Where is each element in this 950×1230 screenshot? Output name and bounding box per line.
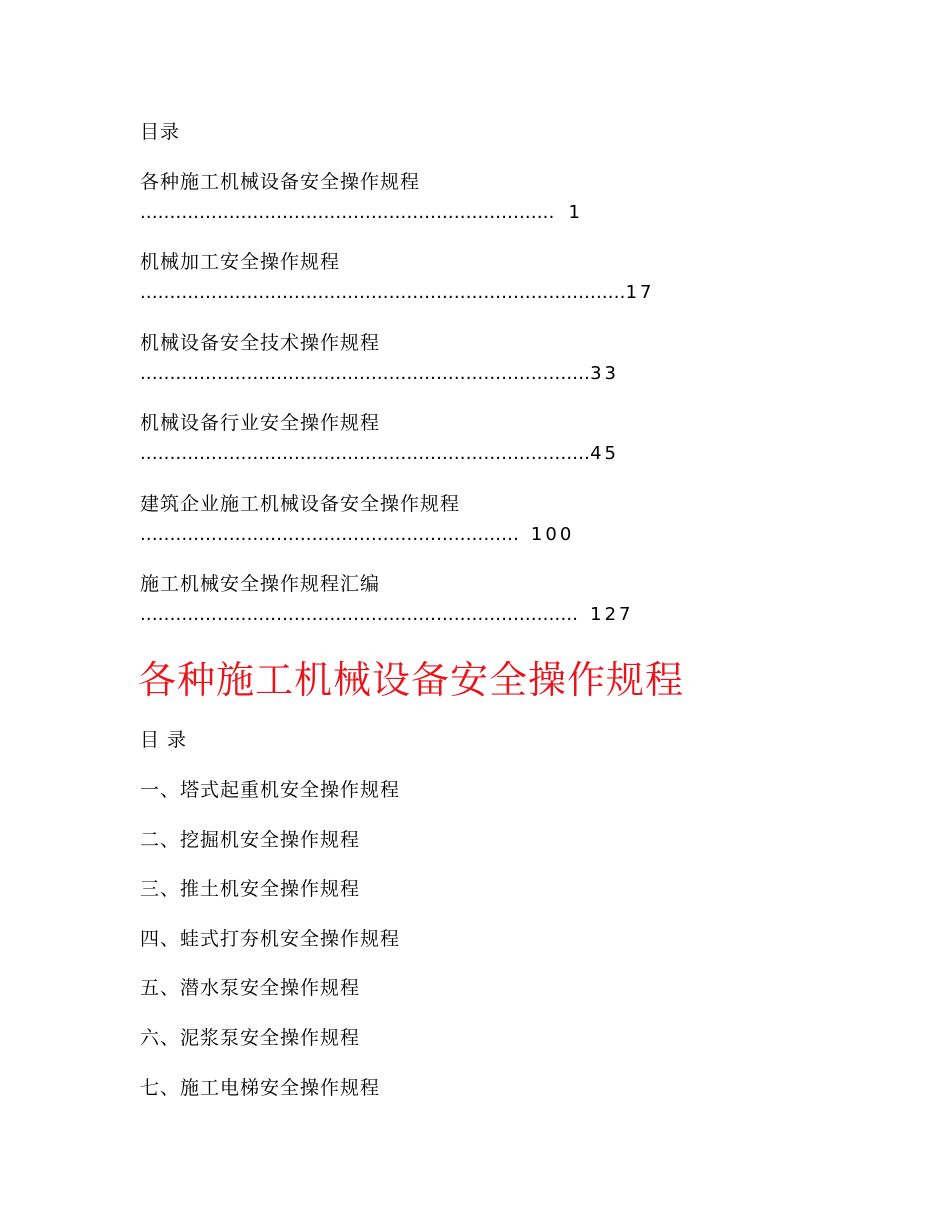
toc-entry-title[interactable]: 各种施工机械设备安全操作规程 [140,171,421,193]
toc-entry-title[interactable]: 机械设备行业安全操作规程 [140,412,381,434]
toc-entry-title[interactable]: 建筑企业施工机械设备安全操作规程 [140,493,461,515]
toc-leader-dots: ...................................................................... [140,202,555,223]
section-toc-item[interactable]: 三、推土机安全操作规程 [140,878,361,900]
toc-page-number: 17 [625,282,655,303]
section-title: 各种施工机械设备安全操作规程 [138,658,685,702]
toc-leader-dots: ............................................................................ [140,443,591,464]
toc-leader-dots: ................................................................ [140,524,519,545]
toc-page-number: 100 [530,524,575,545]
toc-entry-title[interactable]: 施工机械安全操作规程汇编 [140,573,381,595]
section-toc-item[interactable]: 七、施工电梯安全操作规程 [140,1077,381,1099]
toc-leader-dots: .................................................................................. [140,282,626,303]
toc-entry-leader[interactable] [140,524,574,546]
toc-page-number: 1 [568,202,583,223]
toc-entry-leader[interactable] [140,443,619,465]
toc-entry-leader[interactable] [140,202,583,224]
toc-entry-leader[interactable] [140,604,634,626]
toc-heading: 目录 [140,121,181,143]
toc-leader-dots: ............................................................................ [140,363,591,384]
section-toc-heading: 目 录 [140,729,188,751]
section-toc-item[interactable]: 四、蛙式打夯机安全操作规程 [140,928,401,950]
toc-leader-dots: .......................................................................... [140,604,579,625]
toc-entry-leader[interactable] [140,363,619,385]
section-toc-item[interactable]: 六、泥浆泵安全操作规程 [140,1027,361,1049]
toc-entry-leader[interactable] [140,282,654,304]
toc-page-number: 45 [590,443,619,464]
section-toc-item[interactable]: 二、挖掘机安全操作规程 [140,829,361,851]
toc-page-number: 127 [590,604,634,625]
toc-page-number: 33 [590,363,619,384]
section-toc-item[interactable]: 一、塔式起重机安全操作规程 [140,779,401,801]
toc-entry-title[interactable]: 机械加工安全操作规程 [140,251,341,273]
section-toc-item[interactable]: 五、潜水泵安全操作规程 [140,977,361,999]
toc-entry-title[interactable]: 机械设备安全技术操作规程 [140,332,381,354]
